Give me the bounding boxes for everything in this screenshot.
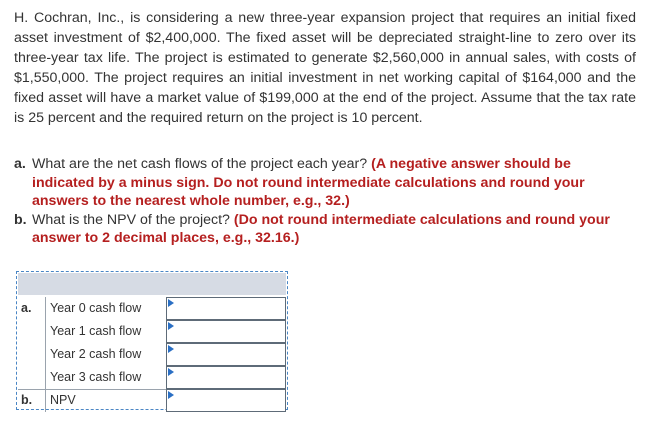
- year1-cash-flow-input[interactable]: [167, 321, 285, 342]
- year3-cell: [166, 366, 286, 389]
- row-year2: [18, 343, 286, 366]
- year3-cash-flow-input[interactable]: [167, 367, 285, 388]
- row-label-year0: Year 0 cash flow: [45, 297, 165, 320]
- row-year1: [18, 320, 286, 343]
- row-label-npv: NPV: [45, 389, 165, 412]
- question-b-label: b.: [14, 211, 27, 228]
- row-year3: [18, 366, 286, 389]
- answer-table: [16, 271, 288, 410]
- npv-cell: [166, 389, 286, 412]
- year2-cash-flow-input[interactable]: [167, 344, 285, 365]
- row-label-year3: Year 3 cash flow: [45, 366, 165, 389]
- year1-cell: [166, 320, 286, 343]
- question-b-text: What is the NPV of the project?: [32, 211, 230, 228]
- flag-icon: [168, 391, 174, 399]
- year0-cell: [166, 297, 286, 320]
- row-letter-a: a.: [21, 301, 32, 315]
- question-a-text: What are the net cash flows of the project each year?: [32, 156, 368, 172]
- flag-icon: [168, 368, 174, 376]
- problem-statement: H. Cochran, Inc., is considering a new three-year expansion project that requires an initial fixed asset investment of $2,400,000. The fixed asset will be depreciated straight-line to zero over its three-year tax life. The project is estimated to generate $2,560,000 in annual sales, with costs of $1,550,000. The project requires an initial investment in net working capital of $164,000 and the fixed asset will have a market value of $199,000 at the end of the project. Assume that the tax rate is 25 percent and the required return on the project is 10 percent.: [14, 10, 636, 126]
- question-a-label: a.: [14, 156, 26, 172]
- question-a: [14, 155, 636, 211]
- row-label-year1: Year 1 cash flow: [45, 320, 165, 343]
- year0-cash-flow-input[interactable]: [167, 298, 285, 319]
- flag-icon: [168, 345, 174, 353]
- questions: [14, 155, 636, 248]
- row-year0: [18, 297, 286, 320]
- flag-icon: [168, 299, 174, 307]
- row-letter-b: b.: [21, 393, 33, 407]
- row-label-year2: Year 2 cash flow: [45, 343, 165, 366]
- row-npv: [18, 389, 286, 412]
- question-b: [14, 211, 636, 248]
- question-a-instruction: (A negative answer should be indicated by a minus sign. Do not round intermediate calculations and round your answers to the nearest whole number, e.g., 32.): [32, 156, 585, 209]
- flag-icon: [168, 322, 174, 330]
- year2-cell: [166, 343, 286, 366]
- npv-input[interactable]: [167, 390, 285, 411]
- question-b-instruction: (Do not round intermediate calculations and round your answer to 2 decimal places, e.g., 32.16.): [32, 211, 610, 246]
- table-header: [18, 273, 286, 295]
